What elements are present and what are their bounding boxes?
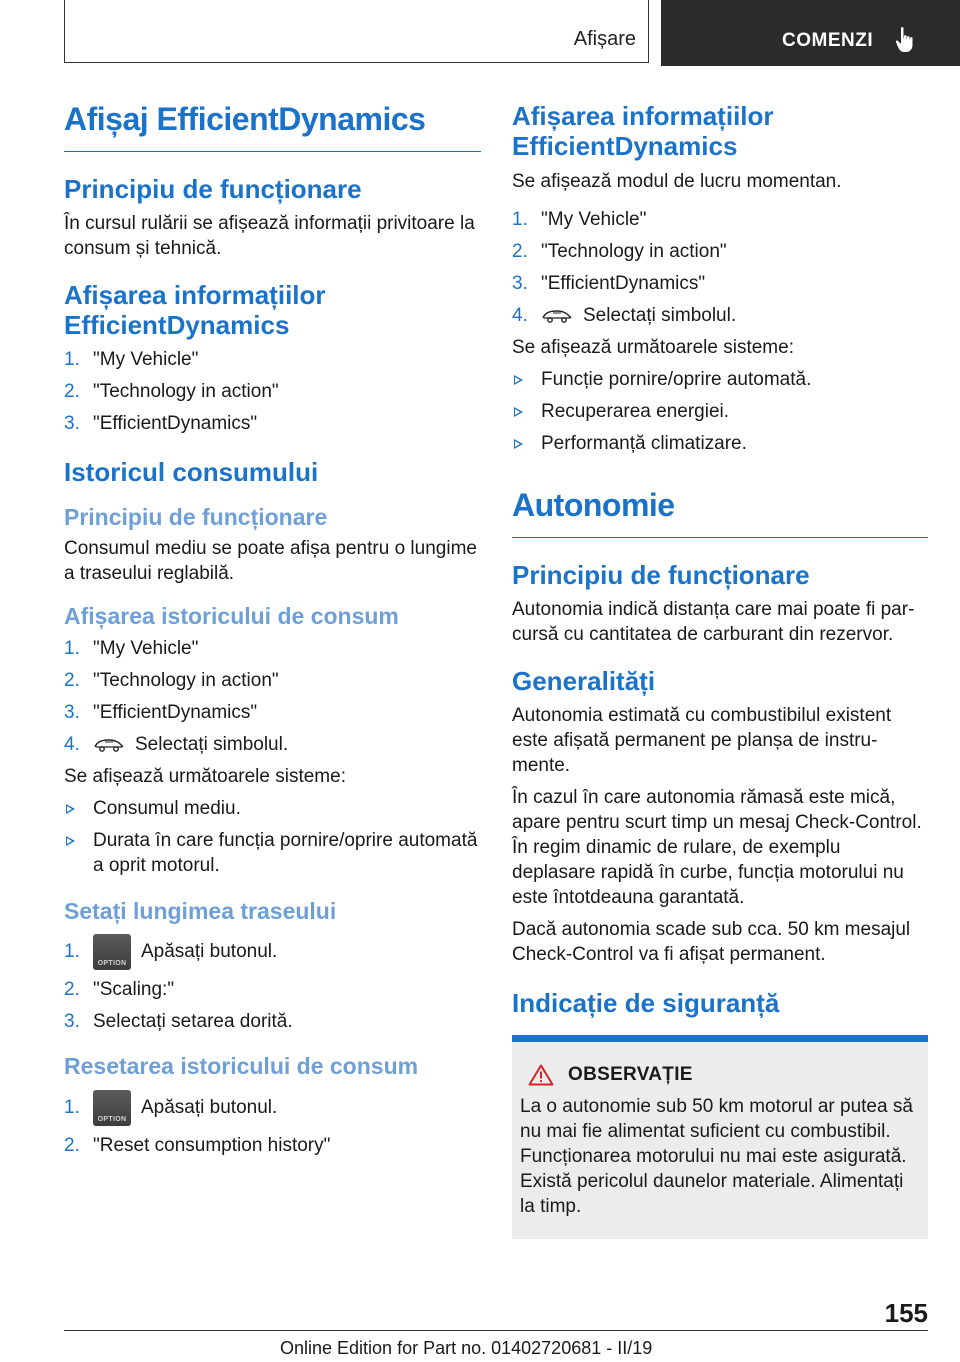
list-item: 3. "EfficientDynamics" [64,701,258,723]
systems-intro: Se afișează următoarele sisteme: [512,336,794,358]
left-column [64,102,481,1158]
heading-history-display: Afișarea istoricului de consum [64,603,399,630]
heading-range-principle: Principiu de funcționare [512,559,810,590]
display-steps-list [64,347,481,436]
footer-divider [64,1330,928,1331]
history-systems-list [64,796,481,878]
heading-display-info: Afișarea informațiilor EfficientDynamics [64,280,326,340]
list-item: 1. "My Vehicle" [64,348,199,370]
heading-history-principle: Principiu de funcționare [64,503,328,530]
section-title-range: Autonomie [512,488,928,538]
warning-triangle-icon [528,1064,554,1086]
list-item: Durata în care funcția pornire/oprire automată a oprit motorul. [64,828,481,878]
current-steps-list [512,207,928,328]
principle-text: În cursul rulării se afișează informații privitoare la consum și tehnică. [64,213,475,260]
history-principle-text: Consumul mediu se poate afișa pentru o lungime a traseului reglabilă. [64,538,477,585]
list-item: 2. "Reset consumption history" [64,1134,331,1156]
list-item: 2. "Scaling:" [64,979,175,1001]
list-item: 1. "My Vehicle" [512,208,647,230]
heading-principle: Principiu de funcționare [64,174,362,205]
list-item: 3. Selectați setarea dorită. [64,1011,293,1033]
list-item: 4. Selectați simbolul. [512,304,737,326]
pointing-hand-icon [895,26,919,54]
section-title-efficientdynamics: Afișaj EfficientDynamics [64,102,481,152]
history-steps-list [64,636,481,757]
option-button-icon: OPTION [93,934,131,970]
warning-title: OBSERVAȚIE [568,1063,693,1085]
header-chapter-tab[interactable] [661,0,960,66]
page-header [0,0,960,66]
right-column [512,102,928,1239]
general-text-2: În cazul în care autonomia rămasă este mică, apare pentru scurt timp un mesaj Check-Control. În regim dinamic de rulare, de exemplu deplasare rapidă în curbe, funcția motorului nu este întotdeauna garantată. [512,786,922,908]
route-steps-list [64,934,481,1034]
reset-steps-list [64,1090,481,1158]
page-number: 155 [884,1298,928,1328]
general-text-1: Autonomia estimată cu combustibilul existent este afișată permanent pe planșa de instrumente. [512,704,892,776]
heading-general: Generalități [512,665,656,696]
list-item: Performanță climatizare. [512,431,928,456]
list-item: Consumul mediu. [64,796,481,821]
footer-edition-text: Online Edition for Part no. 01402720681 - II/19 [280,1338,653,1358]
list-item: 3. "EfficientDynamics" [512,272,706,294]
list-item: Recuperarea energiei. [512,399,928,424]
list-item: 1. OPTION Apăsați butonul. [64,1090,481,1126]
efficientdynamics-car-icon [93,735,125,755]
list-item: 4. Selectați simbolul. [64,733,289,755]
warning-title-row [520,1064,920,1086]
warning-text: La o autonomie sub 50 km motorul ar putea să nu mai fie alimentat suficient cu combustibil. Funcționarea motorului nu mai este asigurată. Există pericolul daunelor materiale. Alimentați la timp. [520,1095,913,1217]
general-text-3: Dacă autonomia scade sub cca. 50 km mesajul Check-Control va fi afișat permanent. [512,918,911,965]
efficientdynamics-car-icon [541,306,573,326]
display-intro-text: Se afișează modul de lucru momentan. [512,170,842,192]
list-item: 1. OPTION Apăsați butonul. [64,934,481,970]
heading-reset-history: Resetarea istoricului de consum [64,1053,419,1080]
page-footer [0,1290,960,1362]
list-item: 2. "Technology in action" [64,380,279,402]
history-systems-intro: Se afișează următoarele sisteme: [64,765,346,787]
list-item: 1. "My Vehicle" [64,637,199,659]
list-item: 3. "EfficientDynamics" [64,412,258,434]
header-section-label: Afișare [573,28,636,50]
header-chapter-label: COMENZI [782,30,874,51]
systems-list [512,367,928,456]
heading-display-info-current: Afișarea informațiilor EfficientDynamics [512,101,774,161]
heading-set-route-length: Setați lungimea traseului [64,897,337,924]
option-button-icon: OPTION [93,1090,131,1126]
heading-safety: Indicație de siguranță [512,987,780,1018]
warning-box [512,1035,928,1239]
range-principle-text: Autonomia indică distanța care mai poate fi parcursă cu cantitatea de carburant din rezervor. [512,598,915,645]
list-item: 2. "Technology in action" [512,240,727,262]
header-section-box [64,0,649,63]
heading-consumption-history: Istoricul consumului [64,456,319,487]
list-item: 2. "Technology in action" [64,669,279,691]
list-item: Funcție pornire/oprire automată. [512,367,928,392]
